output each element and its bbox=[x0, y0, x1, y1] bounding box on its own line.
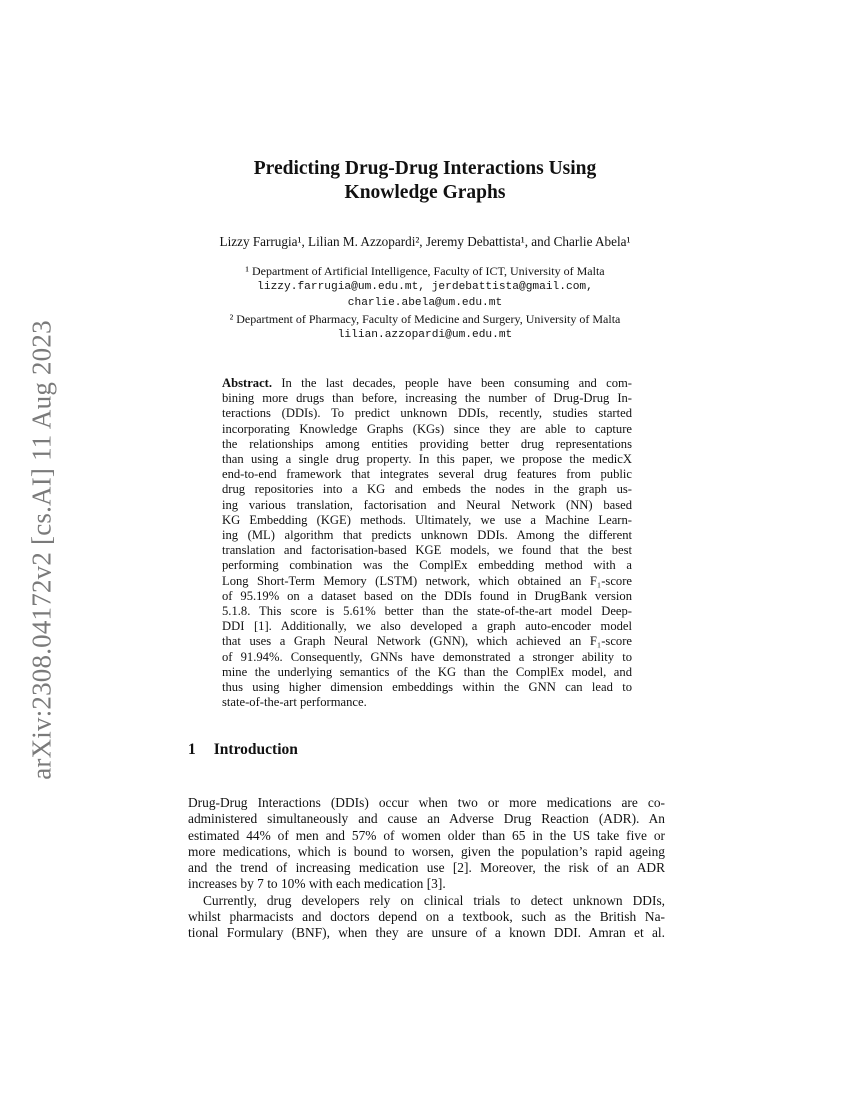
abstract-line: teractions (DDIs). To predict unknown DDIs, recently, studies started bbox=[222, 406, 632, 421]
paper-title bbox=[0, 157, 850, 205]
affiliation-1-emails: lizzy.farrugia@um.edu.mt, jerdebattista@gmail.com, bbox=[257, 281, 593, 293]
section-title: Introduction bbox=[213, 741, 298, 758]
abstract-line: end-to-end framework that integrates several drug features from public bbox=[222, 467, 632, 482]
title-line: Knowledge Graphs bbox=[344, 182, 506, 203]
abstract-line: mine the underlying semantics of the KG than the ComplEx model, and bbox=[222, 664, 632, 679]
abstract-line: performing combination was the ComplEx embedding method with a bbox=[222, 558, 632, 573]
paragraph-line: Drug-Drug Interactions (DDIs) occur when two or more medications are co- bbox=[188, 795, 665, 810]
abstract-line: translation and factorisation-based KGE models, we found that the best bbox=[222, 543, 632, 558]
paragraph-line: whilst pharmacists and doctors depend on a textbook, such as the British Na- bbox=[188, 909, 665, 925]
affiliations bbox=[0, 263, 850, 343]
abstract-line: of 91.94%. Consequently, GNNs have demonstrated a stronger ability to bbox=[222, 649, 632, 664]
paragraph-line: more medications, which is bound to worsen, given the population’s rapid ageing bbox=[188, 843, 665, 859]
affiliation-2-emails: lilian.azzopardi@um.edu.mt bbox=[337, 329, 513, 341]
paragraph-line: administered simultaneously and cause an Adverse Drug Reaction (ADR). An bbox=[188, 811, 665, 827]
abstract-line: DDI [1]. Additionally, we also developed a graph auto-encoder model bbox=[222, 619, 632, 634]
author-list: Lizzy Farrugia¹, Lilian M. Azzopardi², Jeremy Debattista¹, and Charlie Abela¹ bbox=[219, 234, 631, 249]
abstract-line: that uses a Graph Neural Network (GNN), which achieved an F₁-score bbox=[222, 634, 632, 649]
abstract-line: ing various translation, factorisation and Neural Network (NN) based bbox=[222, 497, 632, 512]
abstract-line: the relationships among entities providing better drug representations bbox=[222, 436, 632, 451]
arxiv-identifier: arXiv:2308.04172v2 [cs.AI] 11 Aug 2023 bbox=[26, 320, 57, 780]
abstract-line: of 95.19% on a dataset based on the DDIs found in DrugBank version bbox=[222, 588, 632, 603]
abstract-line: bining more drugs than before, increasing the number of Drug-Drug In- bbox=[222, 391, 632, 406]
abstract-line: incorporating Knowledge Graphs (KGs) since they are able to capture bbox=[222, 421, 632, 436]
affiliation-1: ¹ Department of Artificial Intelligence, Faculty of ICT, University of Malta bbox=[245, 264, 605, 278]
abstract-label: Abstract. bbox=[222, 376, 273, 390]
paragraph-line: Currently, drug developers rely on clinical trials to detect unknown DDIs, bbox=[203, 892, 665, 908]
affiliation-1-emails: charlie.abela@um.edu.mt bbox=[347, 297, 503, 309]
abstract-line: thus using higher dimension embeddings within the GNN can lead to bbox=[222, 680, 632, 695]
introduction-body bbox=[188, 795, 665, 942]
affiliation-2: ² Department of Pharmacy, Faculty of Medicine and Surgery, University of Malta bbox=[229, 312, 621, 326]
abstract-line: than using a single drug property. In this paper, we propose the medicX bbox=[222, 452, 632, 467]
paragraph-line: increases by 7 to 10% with each medication [3]. bbox=[188, 876, 446, 892]
abstract-line: state-of-the-art performance. bbox=[222, 695, 367, 710]
section-heading bbox=[188, 741, 298, 759]
paragraph-line: estimated 44% of men and 57% of women older than 65 in the US take five or bbox=[188, 827, 665, 843]
abstract-line bbox=[222, 376, 632, 391]
abstract-line: Long Short-Term Memory (LSTM) network, which obtained an F₁-score bbox=[222, 573, 632, 588]
abstract-text: In the last decades, people have been consuming and com- bbox=[272, 376, 632, 390]
abstract-line: drug repositories into a KG and embeds the nodes in the graph us- bbox=[222, 482, 632, 497]
title-line: Predicting Drug-Drug Interactions Using bbox=[253, 158, 597, 179]
paragraph-line: tional Formulary (BNF), when they are unsure of a known DDI. Amran et al. bbox=[188, 925, 665, 941]
abstract-line: 5.1.8. This score is 5.61% better than the state-of-the-art model Deep- bbox=[222, 604, 632, 619]
abstract bbox=[222, 376, 632, 710]
section-number: 1 bbox=[188, 741, 196, 758]
paragraph-line: and the trend of increasing medication use [2]. Moreover, the risk of an ADR bbox=[188, 860, 665, 876]
abstract-line: KG Embedding (KGE) methods. Ultimately, we use a Machine Learn- bbox=[222, 512, 632, 527]
abstract-line: ing (ML) algorithm that predicts unknown DDIs. Among the different bbox=[222, 528, 632, 543]
